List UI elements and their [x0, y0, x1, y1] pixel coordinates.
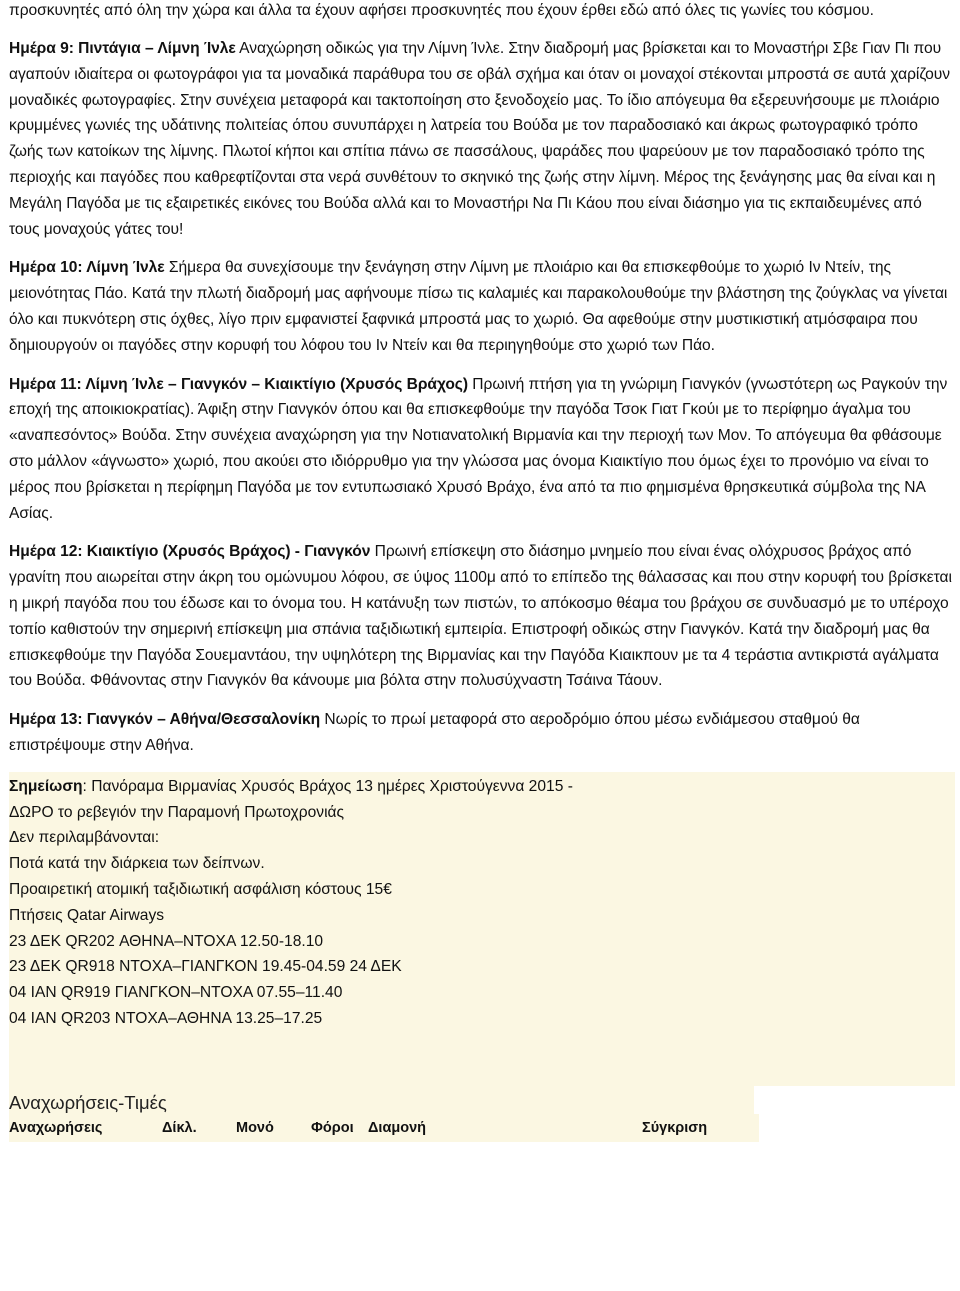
note-label: Σημείωση — [9, 777, 83, 795]
note-line-1: : Πανόραμα Βιρμανίας Χρυσός Βράχος 13 ημέρες Χριστούγεννα 2015 - — [82, 777, 573, 795]
document-page — [9, 0, 955, 1142]
day-12-paragraph — [9, 539, 955, 694]
day-9-text: Αναχώρηση οδικώς για την Λίμνη Ίνλε. Στην διαδρομή μας βρίσκεται και το Μοναστήρι Σβε Γιαν Πι που αγαπούν ιδιαίτερα οι φωτογράφοι για τα μοναδικά παράθυρα του σε οβάλ σχήμα και όταν οι μοναχοί στέκονται μπροστά σε αυτά χαρίζουν μοναδικές φωτογραφίες. Στην συνέχεια μεταφορά και τακτοποίηση στο ξενοδοχείο μας. Το ίδιο απόγευμα θα εξερευνήσουμε με πλοιάριο κρυμμένες γωνιές της υδάτινης πολιτείας όπου συνυπάρχει η λατρεία του Βούδα με τον παραδοσιακό και άκρως φωτογραφικό τρόπο ζωής των κατοίκων της λίμνης. Πλωτοί κήποι και σπίτια πάνω σε πασσάλους, ψαράδες που ψαρεύουν με τον παραδοσιακό τρόπο της περιοχής και παγόδες που καθρεφτίζονται στα νερά συνθέτουν το σκηνικό της ζωής στην λίμνη. Μέρος της ξενάγησης μας θα είναι και η Μεγάλη Παγόδα με τις εξαιρετικές εικόνες του Βούδα αλλά και το Μοναστήρι Να Πι Κάου που είναι διάσημο για τις εκπαιδευμένες από τους μοναχούς γάτες του! — [9, 40, 950, 238]
day-11-heading: Ημέρα 11: Λίμνη Ίνλε – Γιανγκόν – Κιαικτίγιο (Χρυσός Βράχος) — [9, 375, 469, 393]
note-line: ΔΩΡΟ το ρεβεγιόν την Παραμονή Πρωτοχρονιάς — [9, 803, 345, 821]
column-accommodation: Διαμονή — [368, 1119, 427, 1136]
day-13-heading: Ημέρα 13: Γιανγκόν – Αθήνα/Θεσσαλονίκη — [9, 711, 321, 729]
note-line: Ποτά κατά την διάρκεια των δείπνων. — [9, 855, 265, 873]
day-11-paragraph — [9, 372, 955, 527]
note-line: 04 ΙΑΝ QR919 ΓΙΑΝΓΚΟΝ–ΝΤΟΧΑ 07.55–11.40 — [9, 984, 343, 1002]
day-13-text: Νωρίς το πρωί μεταφορά στο αεροδρόμιο όπου μέσω ενδιάμεσου σταθμού θα επιστρέψουμε στην Αθήνα. — [9, 711, 860, 754]
day-9-paragraph — [9, 36, 955, 242]
note-line: Προαιρετική ατομική ταξιδιωτική ασφάλιση κόστους 15€ — [9, 880, 392, 898]
note-line: Πτήσεις Qatar Airways — [9, 906, 165, 924]
price-table-header — [9, 1114, 759, 1142]
day-10-heading: Ημέρα 10: Λίμνη Ίνλε — [9, 259, 165, 277]
note-first-line — [9, 774, 955, 800]
note-line: 04 ΙΑΝ QR203 ΝΤΟΧΑ–ΑΘΗΝΑ 13.25–17.25 — [9, 1009, 323, 1027]
intro-text: προσκυνητές από όλη την χώρα και άλλα τα έχουν αφήσει προσκυνητές που έχουν έρθει εδώ από όλες τις γωνίες του κόσμου. — [9, 2, 874, 19]
note-line: Δεν περιλαμβάνονται: — [9, 829, 160, 847]
day-11-text: Πρωινή πτήση για τη γνώριμη Γιανγκόν (γνωστότερη ως Ραγκούν την εποχή της αποικιοκρατίας). Άφιξη στην Γιανγκόν όπου και θα επισκεφθούμε την παγόδα Τσοκ Γιατ Γκούι με το περίφημο άγαλμα του «αναπεσόντος» Βούδα. Στην συνέχεια αναχώρηση για την Νοτιανατολική Βιρμανία και την περιοχή των Μον. Το απόγευμα θα φθάσουμε στο μάλλον «άγνωστο» χωριό, που ακούει στο ιδιόρρυθμο για την γλώσσα μας όνομα Κιαικτίγιο που όμως έχει το προνόμιο να είναι το μέρος που βρίσκεται η περίφημη Παγόδα με τον εντυπωσιακό Χρυσό Βράχο, ένα από τα πιο φημισμένα θρησκευτικά σύμβολα της ΝΑ Ασίας. — [9, 375, 948, 522]
day-12-heading: Ημέρα 12: Κιαικτίγιο (Χρυσός Βράχος) - Γιανγκόν — [9, 543, 371, 561]
note-line: 23 ΔΕΚ QR918 ΝΤΟΧΑ–ΓΙΑΝΓΚΟΝ 19.45-04.59 24 ΔΕΚ — [9, 958, 402, 976]
day-9-heading: Ημέρα 9: Πιντάγια – Λίμνη Ίνλε — [9, 40, 236, 57]
intro-paragraph — [9, 0, 955, 23]
day-10-paragraph — [9, 255, 955, 358]
prices-title: Αναχωρήσεις-Τιμές — [9, 1086, 754, 1114]
column-single: Μονό — [236, 1119, 274, 1136]
column-compare: Σύγκριση — [642, 1119, 708, 1136]
day-13-paragraph — [9, 707, 955, 759]
note-box — [9, 772, 955, 1086]
day-10-text: Σήμερα θα συνεχίσουμε την ξενάγηση στην Λίμνη με πλοιάριο και θα επισκεφθούμε το χωριό Ιν Ντείν, της μειονότητας Πάο. Κατά την πλωτή διαδρομή μας αφήνουμε πίσω τις καλαμιές και παρακολουθούμε την βλάστηση της ζούγκλας να γίνεται όλο και πυκνότερη στις όχθες, λίγο πριν εμφανιστεί ξαφνικά μπροστά μας το χωριό. Θα αφεθούμε στην μυστικιστική ατμόσφαιρα που δημιουργούν οι παγόδες στην κορυφή του λόφου του Ιν Ντείν και θα περιηγηθούμε στο χωριό των Πάο. — [9, 259, 948, 354]
column-double: Δίκλ. — [162, 1119, 197, 1136]
note-line: 23 ΔΕΚ QR202 ΑΘΗΝΑ–ΝΤΟΧΑ 12.50-18.10 — [9, 932, 324, 950]
column-departures: Αναχωρήσεις — [9, 1119, 103, 1136]
day-12-text: Πρωινή επίσκεψη στο διάσημο μνημείο που είναι ένας ολόχρυσος βράχος από γρανίτη που αιωρείται στην άκρη του ομώνυμου λόφου, σε ύψος 1100μ από το επίπεδο της θάλασσας και που στην κορυφή του βρίσκεται η μικρή παγόδα που του έδωσε και το όνομα του. Η κατάνυξη των πιστών, το απόκοσμο θέαμα του βράχου σε συνδυασμό με το υπέροχο τοπίο καθιστούν την σημερινή επίσκεψη μια σπάνια ταξιδιωτική εμπειρία. Επιστροφή οδικώς στην Γιανγκόν. Κατά την διαδρομή μας θα επισκεφθούμε την Παγόδα Σουεμαντάου, την υψηλότερη της Βιρμανίας και την Παγόδα Κιαικπουν με τα 4 τεράστια αντικριστά αγάλματα του Βούδα. Φθάνοντας στην Γιανγκόν θα κάνουμε μια βόλτα στην πολυσύχναστη Τσάινα Τάουν. — [9, 543, 952, 690]
column-taxes: Φόροι — [311, 1119, 354, 1136]
